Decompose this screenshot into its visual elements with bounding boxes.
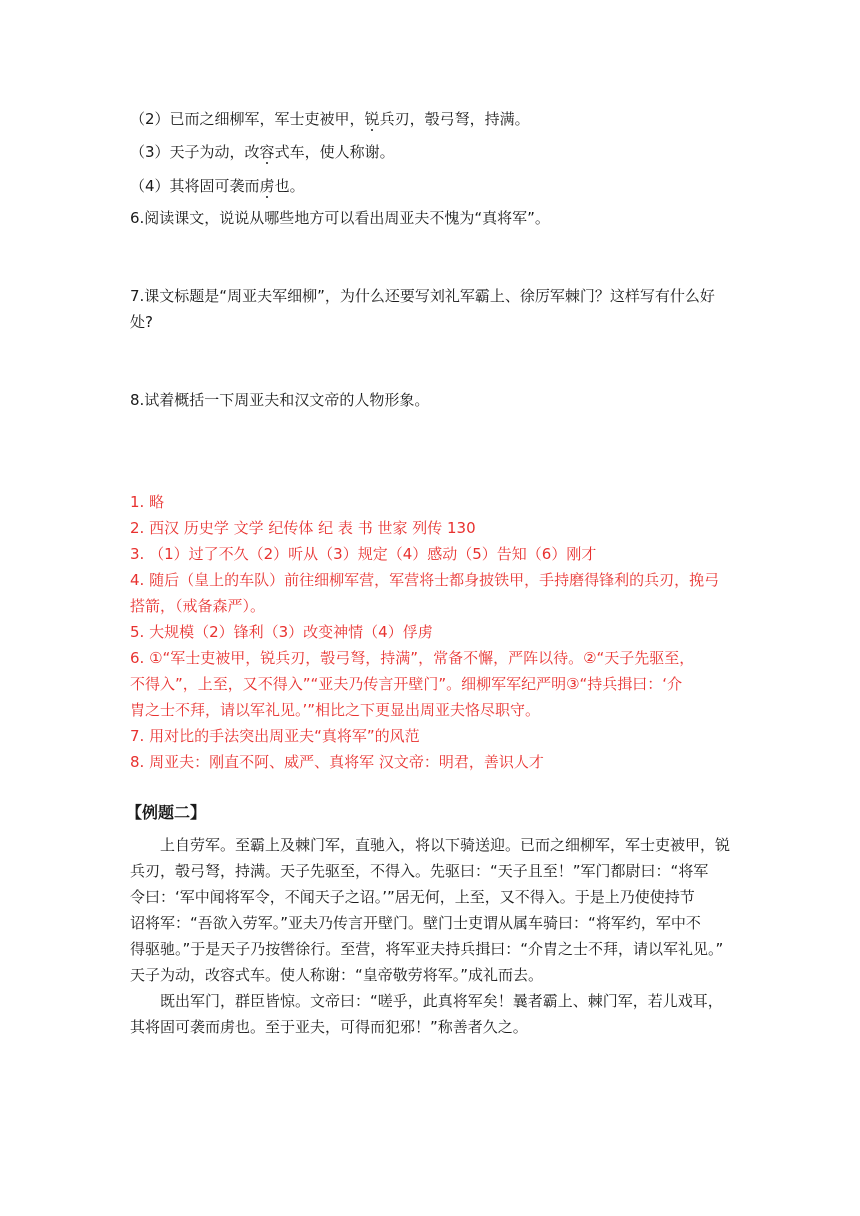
q5-3-dotted-char: 容 xyxy=(259,143,275,161)
passage-line: 其将固可袭而虏也。至于亚夫，可得而犯邪！”称善者久之。 xyxy=(130,1018,528,1036)
answer-line: 2. 西汉 历史学 文学 纪传体 纪 表 书 世家 列传 130 xyxy=(130,519,476,537)
passage-line: 兵刃，彀弓弩，持满。天子先驱至，不得入。先驱曰：“天子且至！”军门都尉曰：“将军 xyxy=(130,862,709,880)
answer-line: 搭箭，（戒备森严）。 xyxy=(130,597,266,615)
q5-2-text-before: （2）已而之细柳军，军士吏被甲， xyxy=(130,110,365,128)
q5-3-text-after: 式车，使人称谢。 xyxy=(274,143,395,161)
q5-2-text-after: 兵刃，彀弓弩，持满。 xyxy=(379,110,530,128)
question-5-item-3 xyxy=(130,139,395,165)
answer-line: 8. 周亚夫：刚直不阿、威严、真将军 汉文帝：明君，善识人才 xyxy=(130,753,544,771)
question-5-item-4 xyxy=(130,173,305,199)
passage-line: 令曰：‘军中闻将军令，不闻天子之诏。’”居无何，上至，又不得入。于是上乃使使持节 xyxy=(130,888,695,906)
answer-line: 不得入”，上至，又不得入”“亚夫乃传言开壁门”。细柳军军纪严明③“持兵揖曰：‘介 xyxy=(130,675,683,693)
answer-line: 7. 用对比的手法突出周亚夫“真将军”的风范 xyxy=(130,727,420,745)
question-8: 8.试着概括一下周亚夫和汉文帝的人物形象。 xyxy=(130,391,430,409)
q5-4-dotted-char: 虏 xyxy=(259,177,275,195)
answer-line: 胄之士不拜，请以军礼见。’”相比之下更显出周亚夫恪尽职守。 xyxy=(130,701,541,719)
passage-line: 诏将军：“吾欲入劳军。”亚夫乃传言开壁门。壁门士吏谓从属车骑曰：“将军约，军中不 xyxy=(130,914,701,932)
q5-4-text-before: （4）其将固可袭而 xyxy=(130,177,260,195)
answer-line: 4. 随后（皇上的车队）前往细柳军营，军营将士都身披铁甲，手持磨得锋利的兵刃，挽弓 xyxy=(130,571,720,589)
passage-line: 既出军门，群臣皆惊。文帝曰：“嗟乎，此真将军矣！曩者霸上、棘门军，若儿戏耳， xyxy=(160,992,723,1010)
question-7-line-2: 处? xyxy=(130,313,153,331)
question-7-line-1: 7.课文标题是“周亚夫军细柳”，为什么还要写刘礼军霸上、徐厉军棘门？这样写有什么好 xyxy=(130,287,715,305)
q5-3-text-before: （3）天子为动，改 xyxy=(130,143,260,161)
q5-4-text-after: 也。 xyxy=(274,177,305,195)
answer-line: 5. 大规模（2）锋利（3）改变神情（4）俘虏 xyxy=(130,623,433,641)
answer-line: 6. ①“军士吏被甲，锐兵刃，彀弓弩，持满”，常备不懈，严阵以待。②“天子先驱至， xyxy=(130,649,695,667)
passage-line: 天子为动，改容式车。使人称谢：“皇帝敬劳将军。”成礼而去。 xyxy=(130,966,544,984)
example-heading: 【例题二】 xyxy=(126,803,207,822)
passage-line: 上自劳军。至霸上及棘门军，直驰入，将以下骑送迎。已而之细柳军，军士吏被甲，锐 xyxy=(160,836,731,854)
passage-line: 得驱驰。”于是天子乃按辔徐行。至营，将军亚夫持兵揖曰：“介胄之士不拜，请以军礼见。” xyxy=(130,940,724,958)
answer-line: 3. （1）过了不久（2）听从（3）规定（4）感动（5）告知（6）刚才 xyxy=(130,545,597,563)
question-6: 6.阅读课文，说说从哪些地方可以看出周亚夫不愧为“真将军”。 xyxy=(130,209,550,227)
q5-2-dotted-char: 锐 xyxy=(364,110,380,128)
answer-line: 1. 略 xyxy=(130,493,165,511)
question-5-item-2 xyxy=(130,106,530,132)
